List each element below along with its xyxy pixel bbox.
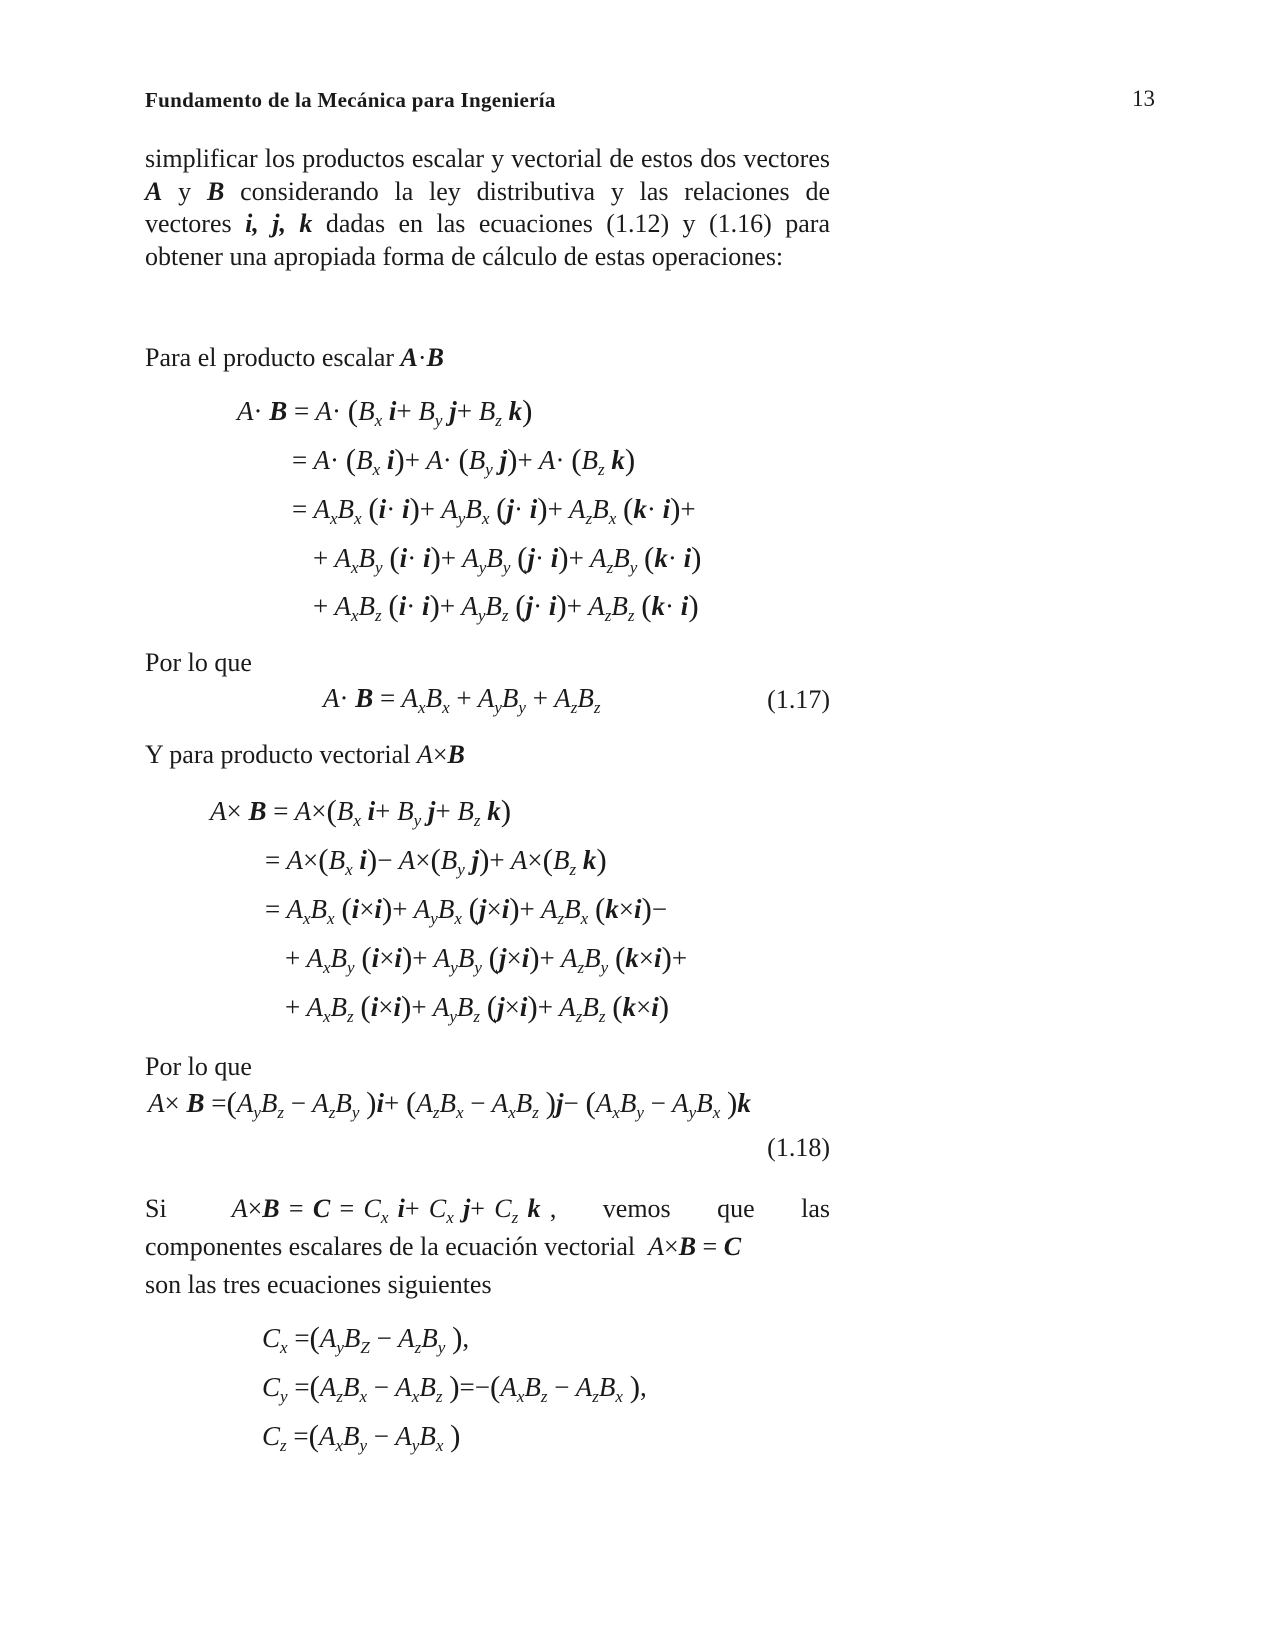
scalar-product-intro: Para el producto escalar A·B (145, 343, 444, 372)
cross-eq-line-3: = $A_xB_x$ $(i\times i)+ A_yB_x$ $(j\times i)+ A_zB_x$ (k×i)− (265, 891, 668, 928)
component-cy: $C_y =(A_zB_x - A_xB_z$ )$=-(A_xB_z - A_zB_x$ ), (262, 1369, 647, 1406)
component-cx: $C_x =(A_yB_Z - A_zB_y$ ), (262, 1320, 470, 1357)
therefore-label-1: Por lo que (145, 648, 252, 677)
cross-eq-line-4: + $A_xB_y$ $(i\times i)+ A_yB_y$ $(j\times i)+ A_zB_y$ (k×i)+ (285, 940, 688, 977)
dot-eq-line-4: + $A_xB_y$ $(i\cdot i)+ A_yB_y$ $(j\cdot i)+ A_zB_y$ (k· i) (313, 540, 702, 577)
therefore-label-2: Por lo que (145, 1052, 252, 1081)
equation-1-18: $A\times B =(A_yB_z - A_zB_y$ )$i+ (A_zB_x - A_xB_z$ )$j- (A_xB_y - A_yB_x$ )k (148, 1085, 751, 1122)
page-number: 13 (1132, 86, 1155, 111)
cross-eq-line-2: = $A\times(B_x$ $i)- A\times(B_y$ $j)+ A\times(B_z$ k) (265, 842, 607, 879)
equation-1-17: $A\cdot B = A_xB_x + A_yB_y + A_zB_z$ (323, 683, 601, 717)
equation-label-1-18: (1.18) (767, 1133, 830, 1162)
cross-eq-line-1: $A\times B = A\times(B_x$ $i+ B_y$ $j+ B_z$ k) (210, 793, 512, 830)
dot-eq-line-3: = $A_xB_x$ $(i\cdot i)+ A_yB_x$ $(j\cdot i)+ A_zB_x$ (k· i)+ (292, 491, 696, 528)
paragraph-intro: simplificar los productos escalar y vectorial de estos dos vectores A y B considerando la ley distributiva y las relaciones de vectores i, j, k dadas en las ecuaciones (1.12) y (1.16) para obtener una apropiada forma de cálculo de estas operaciones: (145, 144, 831, 271)
paragraph-components: Si $A\times B = C = C_x$ $i+ C_x$ $j+ C_z$ k , vemos que las componentes escalares de la ecuación vectorial A×B = C son las tres ecuaciones siguientes (145, 1194, 831, 1299)
dot-eq-line-2: = $A\cdot (B_x$ $i)+ A\cdot (B_y$ $j)+ A\cdot (B_z$ k) (292, 442, 636, 479)
running-header: Fundamento de la Mecánica para Ingeniería (145, 88, 556, 112)
equation-label-1-17: (1.17) (767, 685, 830, 714)
cross-eq-line-5: + $A_xB_z$ $(i\times i)+ A_yB_z$ $(j\times i)+ A_zB_z$ (k×i) (285, 989, 670, 1026)
vector-product-intro: Y para producto vectorial A×B (145, 740, 465, 769)
dot-eq-line-1: $A\cdot B = A\cdot (B_x$ $i+ B_y$ $j+ B_z$ k) (237, 393, 533, 430)
dot-eq-line-5: + $A_xB_z$ $(i\cdot i)+ A_yB_z$ $(j\cdot i)+ A_zB_z$ (k· i) (313, 588, 699, 625)
component-cz: $C_z =(A_xB_y - A_yB_x$ ) (262, 1418, 461, 1455)
